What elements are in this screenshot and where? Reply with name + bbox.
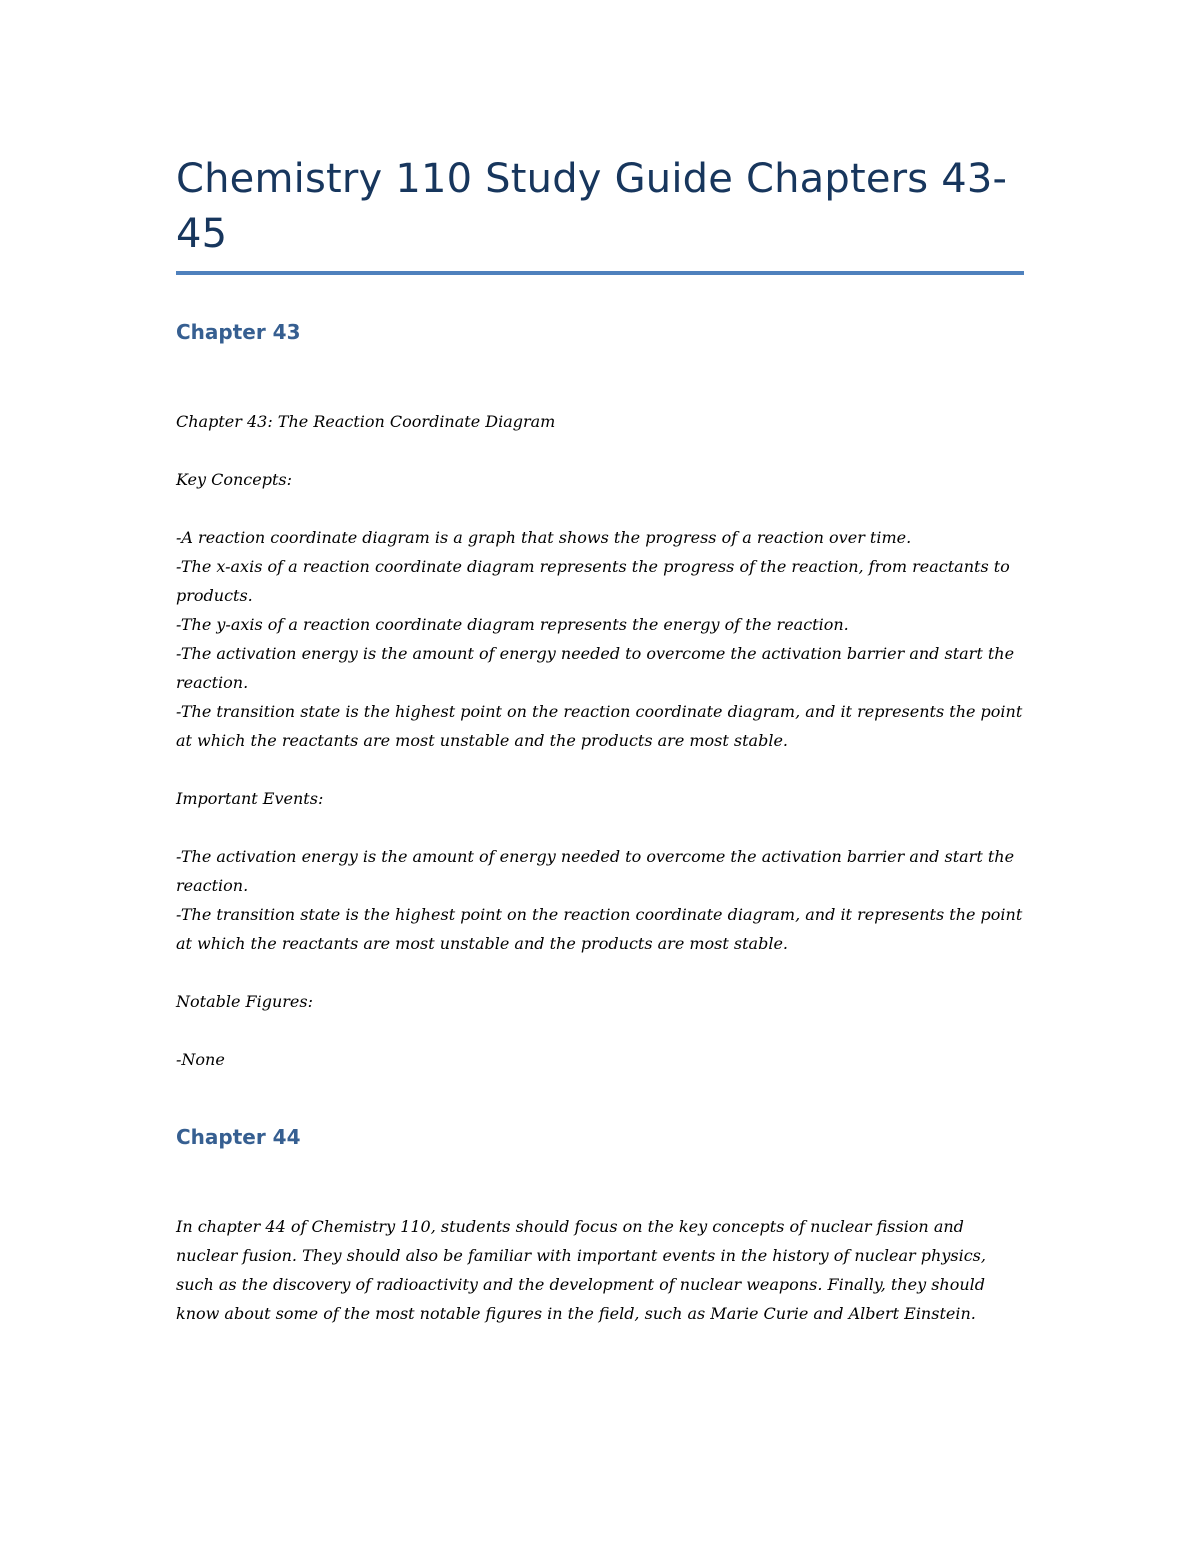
important-events-list bbox=[176, 842, 1024, 958]
key-concepts-list bbox=[176, 523, 1024, 755]
key-concepts-label: Key Concepts: bbox=[176, 470, 292, 489]
chapter-44-paragraph: In chapter 44 of Chemistry 110, students should focus on the key concepts of nuclear fission and nuclear fusion. They should also be familiar with important events in the history of nuclear physics, such as the discovery of radioactivity and the development of nuclear weapons. Finally, they should know about some of the most notable figures in the field, such as Marie Curie and Albert Einstein. bbox=[176, 1217, 986, 1323]
chapter-44-heading: Chapter 44 bbox=[176, 1125, 301, 1149]
important-event-item: -The activation energy is the amount of energy needed to overcome the activation barrier and start the reaction. bbox=[176, 847, 1015, 895]
chapter-43-subtitle: Chapter 43: The Reaction Coordinate Diagram bbox=[176, 412, 556, 431]
key-concept-item: -A reaction coordinate diagram is a graph that shows the progress of a reaction over time. bbox=[176, 528, 912, 547]
document-title: Chemistry 110 Study Guide Chapters 43-45 bbox=[176, 156, 1008, 257]
chapter-43-heading: Chapter 43 bbox=[176, 320, 301, 344]
key-concept-item: -The y-axis of a reaction coordinate diagram represents the energy of the reaction. bbox=[176, 615, 849, 634]
notable-figures-value: -None bbox=[176, 1050, 225, 1069]
important-event-item: -The transition state is the highest point on the reaction coordinate diagram, and it represents the point at which the reactants are most unstable and the products are most stable. bbox=[176, 905, 1023, 953]
key-concept-item: -The activation energy is the amount of energy needed to overcome the activation barrier and start the reaction. bbox=[176, 644, 1015, 692]
page-content bbox=[176, 152, 1024, 1328]
important-events-label: Important Events: bbox=[176, 789, 324, 808]
key-concept-item: -The x-axis of a reaction coordinate diagram represents the progress of the reaction, from reactants to products. bbox=[176, 557, 1010, 605]
title-underline-rule bbox=[176, 271, 1024, 275]
key-concept-item: -The transition state is the highest point on the reaction coordinate diagram, and it represents the point at which the reactants are most unstable and the products are most stable. bbox=[176, 702, 1023, 750]
notable-figures-label: Notable Figures: bbox=[176, 992, 313, 1011]
